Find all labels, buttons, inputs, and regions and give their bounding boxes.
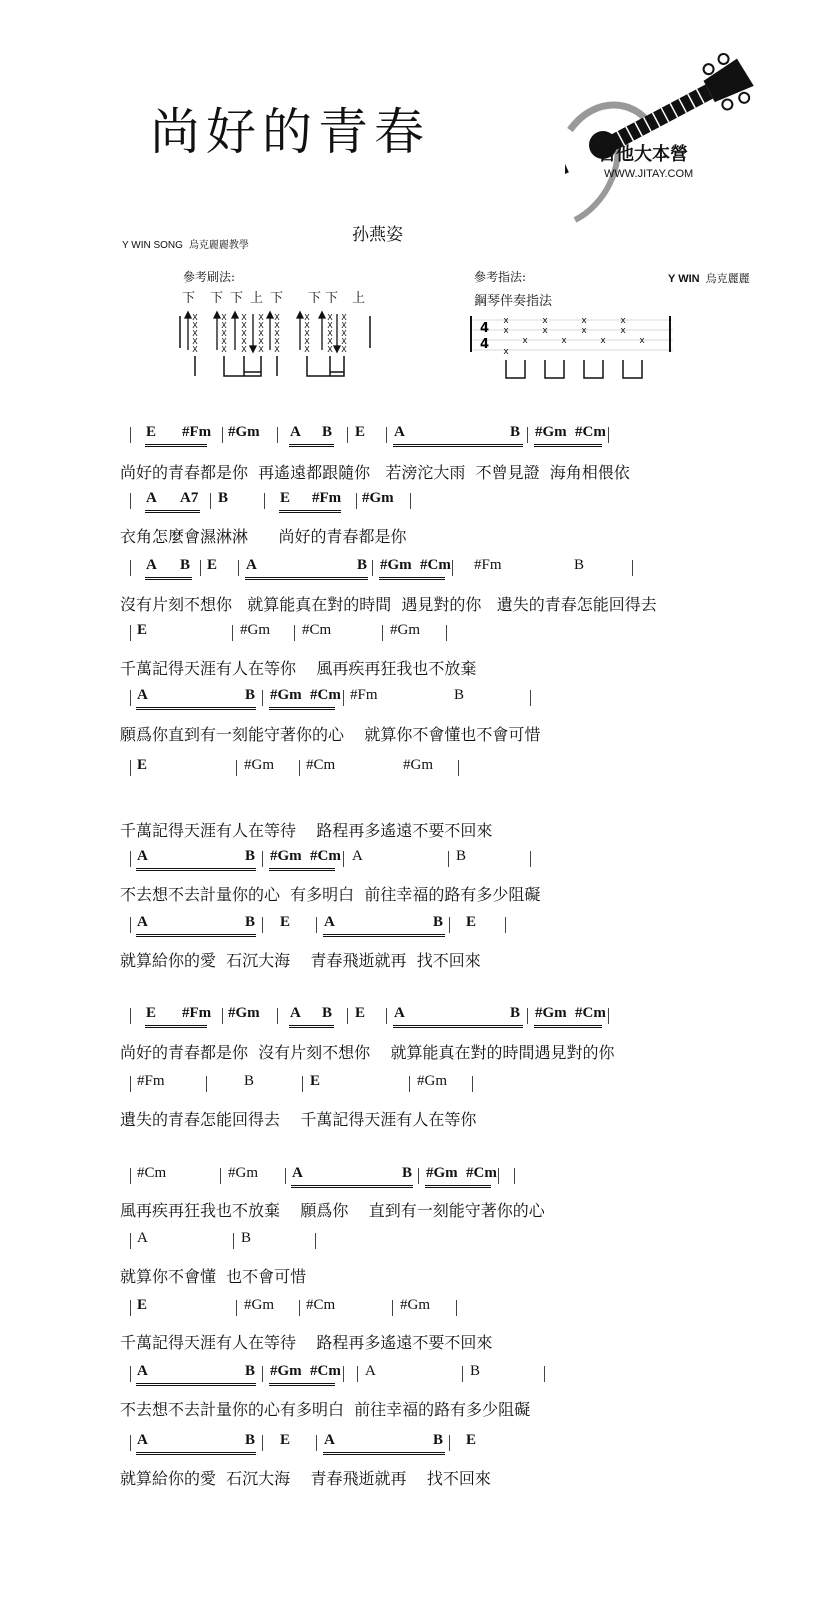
svg-text:X: X (274, 345, 280, 354)
brand-right-zh: 烏克麗麗 (705, 272, 750, 285)
chord: B (433, 914, 444, 930)
chord-underline (534, 1025, 602, 1028)
bar-line (418, 1168, 419, 1184)
chord-underline (269, 707, 335, 710)
chord: A (146, 490, 157, 506)
svg-text:x: x (503, 316, 509, 326)
bar-line (386, 1008, 387, 1024)
bar-line (206, 1076, 207, 1092)
bar-line (410, 493, 411, 509)
svg-text:X: X (327, 313, 333, 322)
bar-line (449, 917, 450, 933)
chord-underline (291, 1185, 413, 1188)
bar-line (347, 1008, 348, 1024)
bar-line (299, 1300, 300, 1316)
chord: A (137, 914, 148, 930)
bar-line (446, 625, 447, 641)
chord: #Cm (420, 557, 451, 573)
svg-text:X: X (221, 313, 227, 322)
bar-line (357, 1366, 358, 1382)
bar-line (316, 1435, 317, 1451)
bar-line (200, 560, 201, 576)
chord: A (365, 1363, 376, 1379)
chord-underline (136, 1383, 256, 1386)
bar-line (130, 1168, 131, 1184)
chord: #Gm (270, 687, 302, 703)
chord: A (137, 848, 148, 864)
chord: B (245, 687, 256, 703)
bar-line (343, 851, 344, 867)
bar-line (130, 1300, 131, 1316)
strum-dir: 下 (325, 291, 339, 306)
logo-text: 吉他大本營 (598, 144, 688, 165)
chord: E (355, 424, 366, 440)
lyric-line: 願爲你直到有一刻能守著你的心 就算你不會懂也不會可惜 (120, 725, 541, 744)
svg-text:X: X (241, 329, 247, 338)
svg-text:X: X (192, 313, 198, 322)
chord: #Gm (535, 424, 567, 440)
svg-text:x: x (503, 326, 509, 336)
chord: B (357, 557, 368, 573)
svg-text:X: X (258, 337, 264, 346)
brand-left-zh: 烏克麗麗教學 (188, 240, 249, 251)
chord-underline (136, 707, 256, 710)
chord: B (218, 490, 229, 506)
chord: #Cm (575, 1005, 606, 1021)
bar-line (498, 1168, 499, 1184)
bar-line (448, 851, 449, 867)
chord: A (137, 1363, 148, 1379)
svg-text:X: X (241, 321, 247, 330)
svg-text:X: X (258, 329, 264, 338)
bar-line (343, 690, 344, 706)
bar-line (527, 1008, 528, 1024)
artist-name: 孙燕姿 (352, 225, 403, 245)
strumming-label: 參考刷法: (183, 270, 236, 284)
chord: E (146, 1005, 157, 1021)
lyric-line: 風再疾再狂我也不放棄 願爲你 直到有一刻能守著你的心 (120, 1201, 545, 1220)
bar-line (262, 1366, 263, 1382)
strum-dir: 下 (270, 291, 284, 306)
svg-text:x: x (542, 326, 548, 336)
bar-line (264, 493, 265, 509)
svg-text:X: X (258, 313, 264, 322)
bar-line (130, 1233, 131, 1249)
chord-underline (393, 1025, 523, 1028)
chord: #Gm (240, 622, 270, 638)
chord-underline (269, 868, 335, 871)
chord: #Gm (244, 757, 274, 773)
chord: B (322, 1005, 333, 1021)
chord: B (510, 1005, 521, 1021)
bar-line (233, 1233, 234, 1249)
svg-text:X: X (274, 313, 280, 322)
chord-underline (245, 577, 368, 580)
logo-url: WWW.JITAY.COM (604, 168, 694, 180)
chord: E (355, 1005, 366, 1021)
chord-underline (425, 1185, 491, 1188)
chord: E (466, 1432, 477, 1448)
bar-line (277, 427, 278, 443)
chord: #Gm (362, 490, 394, 506)
bar-line (302, 1076, 303, 1092)
chord: #Fm (137, 1073, 165, 1089)
svg-text:X: X (304, 329, 310, 338)
svg-text:X: X (192, 337, 198, 346)
svg-text:X: X (327, 321, 333, 330)
chord: A (290, 424, 301, 440)
chord-underline (145, 510, 200, 513)
svg-text:X: X (327, 329, 333, 338)
lyric-line: 衣角怎麼會濕淋淋 尚好的青春都是你 (120, 527, 407, 546)
bar-line (347, 427, 348, 443)
chord: #Gm (426, 1165, 458, 1181)
chord: #Cm (137, 1165, 167, 1181)
svg-text:x: x (581, 326, 587, 336)
chord-underline (279, 510, 341, 513)
svg-text:X: X (192, 345, 198, 354)
bar-line (632, 560, 633, 576)
chord: #Cm (310, 848, 341, 864)
fingerpicking-diagram-icon (468, 310, 688, 385)
bar-line (316, 917, 317, 933)
chord: B (241, 1230, 252, 1246)
chord: B (510, 424, 521, 440)
svg-text:X: X (274, 321, 280, 330)
chord: B (245, 848, 256, 864)
bar-line (130, 760, 131, 776)
bar-line (130, 427, 131, 443)
bar-line (530, 690, 531, 706)
chord-underline (379, 577, 445, 580)
bar-line (472, 1076, 473, 1092)
svg-text:X: X (304, 321, 310, 330)
chord: A (324, 1432, 335, 1448)
chord: A (324, 914, 335, 930)
chord: #Cm (310, 687, 341, 703)
lyric-line: 千萬記得天涯有人在等待 路程再多遙遠不要不回來 (120, 1333, 493, 1352)
strum-dir: 下 (230, 291, 244, 306)
bar-line (222, 427, 223, 443)
fingerpicking-label: 參考指法: (474, 270, 527, 284)
svg-text:X: X (221, 321, 227, 330)
chord: B (433, 1432, 444, 1448)
lyric-line: 不去想不去計量你的心有多明白 前往幸福的路有多少阻礙 (120, 1400, 531, 1419)
chord: #Gm (390, 622, 420, 638)
lyric-line: 就算給你的愛 石沉大海 青春飛逝就再 找不回來 (120, 951, 481, 970)
bar-line (382, 625, 383, 641)
bar-line (608, 427, 609, 443)
chord: #Gm (228, 1165, 258, 1181)
svg-text:X: X (258, 321, 264, 330)
lyric-line: 千萬記得天涯有人在等待 路程再多遙遠不要不回來 (120, 821, 493, 840)
chord: #Cm (466, 1165, 497, 1181)
svg-text:4: 4 (480, 321, 490, 336)
bar-line (386, 427, 387, 443)
bar-line (294, 625, 295, 641)
bar-line (130, 917, 131, 933)
svg-text:X: X (221, 337, 227, 346)
svg-text:X: X (258, 345, 264, 354)
chord: #Gm (228, 424, 260, 440)
bar-line (130, 1076, 131, 1092)
chord: A (137, 1432, 148, 1448)
bar-line (130, 851, 131, 867)
fingerpicking-sublabel: 鋼琴伴奏指法 (474, 294, 553, 309)
svg-text:X: X (341, 329, 347, 338)
chord: #Gm (228, 1005, 260, 1021)
bar-line (262, 851, 263, 867)
bar-line (262, 690, 263, 706)
chord: B (245, 1363, 256, 1379)
svg-text:x: x (561, 336, 567, 346)
svg-text:x: x (503, 347, 509, 357)
svg-text:X: X (304, 337, 310, 346)
strumming-diagram-icon (175, 308, 375, 383)
chord-underline (323, 934, 445, 937)
svg-text:X: X (221, 345, 227, 354)
chord: E (310, 1073, 321, 1089)
bar-line (449, 1435, 450, 1451)
chord-underline (289, 444, 334, 447)
chord: B (244, 1073, 255, 1089)
chord-underline (289, 1025, 334, 1028)
chord: B (245, 1432, 256, 1448)
chord-underline (269, 1383, 335, 1386)
svg-text:X: X (341, 321, 347, 330)
chord: A (137, 687, 148, 703)
chord: #Cm (306, 1297, 336, 1313)
strum-dir: 上 (352, 291, 366, 306)
svg-text:x: x (542, 316, 548, 326)
bar-line (544, 1366, 545, 1382)
bar-line (222, 1008, 223, 1024)
bar-line (299, 760, 300, 776)
svg-text:X: X (341, 345, 347, 354)
chord: #Gm (417, 1073, 447, 1089)
chord: #Gm (244, 1297, 274, 1313)
bar-line (527, 427, 528, 443)
bar-line (130, 560, 131, 576)
svg-text:X: X (221, 329, 227, 338)
chord: #Fm (182, 1005, 212, 1021)
chord: B (245, 914, 256, 930)
chord: #Fm (350, 687, 378, 703)
chord: A (394, 1005, 405, 1021)
bar-line (456, 1300, 457, 1316)
svg-text:X: X (192, 321, 198, 330)
bar-line (130, 1435, 131, 1451)
bar-line (130, 1366, 131, 1382)
chord: #Cm (302, 622, 332, 638)
chord-underline (145, 577, 192, 580)
chord: #Cm (306, 757, 336, 773)
bar-line (236, 1300, 237, 1316)
bar-line (452, 560, 453, 576)
bar-line (220, 1168, 221, 1184)
bar-line (236, 760, 237, 776)
svg-text:X: X (241, 337, 247, 346)
bar-line (343, 1366, 344, 1382)
svg-text:x: x (581, 316, 587, 326)
bar-line (285, 1168, 286, 1184)
chord: #Gm (400, 1297, 430, 1313)
lyric-line: 千萬記得天涯有人在等你 風再疾再狂我也不放棄 (120, 659, 477, 678)
svg-text:x: x (639, 336, 645, 346)
chord: #Fm (182, 424, 212, 440)
lyric-line: 沒有片刻不想你 就算能真在對的時間 遇見對的你 遺失的青春怎能回得去 (120, 595, 657, 614)
chord-underline (393, 444, 523, 447)
chord: #Gm (270, 1363, 302, 1379)
chord-underline (323, 1452, 445, 1455)
chord: #Cm (310, 1363, 341, 1379)
chord: E (137, 757, 148, 773)
chord: B (180, 557, 191, 573)
chord: E (280, 1432, 291, 1448)
svg-text:X: X (304, 313, 310, 322)
bar-line (505, 917, 506, 933)
bar-line (130, 625, 131, 641)
bar-line (514, 1168, 515, 1184)
bar-line (356, 493, 357, 509)
chord: E (207, 557, 218, 573)
svg-text:X: X (274, 329, 280, 338)
chord: A (146, 557, 157, 573)
svg-text:X: X (241, 345, 247, 354)
chord: #Fm (312, 490, 342, 506)
strum-dir: 下 (182, 291, 196, 306)
chord: A7 (180, 490, 199, 506)
chord: B (322, 424, 333, 440)
chord: B (456, 848, 467, 864)
lyric-line: 遺失的青春怎能回得去 千萬記得天涯有人在等你 (120, 1110, 477, 1129)
chord: A (352, 848, 363, 864)
brand-right-en: Y WIN (668, 273, 700, 285)
bar-line (277, 1008, 278, 1024)
lyric-line: 就算你不會懂 也不會可惜 (120, 1267, 307, 1286)
svg-text:X: X (341, 337, 347, 346)
chord-underline (534, 444, 602, 447)
chord: E (466, 914, 477, 930)
chord: E (146, 424, 157, 440)
brand-left-en: Y WIN SONG (122, 240, 183, 251)
chord: E (137, 622, 148, 638)
svg-text:X: X (241, 313, 247, 322)
strum-dir: 下 (210, 291, 224, 306)
svg-text:X: X (274, 337, 280, 346)
bar-line (262, 917, 263, 933)
lyric-line: 不去想不去計量你的心 有多明白 前往幸福的路有多少阻礙 (120, 885, 541, 904)
lyric-line: 尚好的青春都是你 再遙遠都跟隨你 若滂沱大雨 不曾見證 海角相偎依 (120, 463, 630, 482)
bar-line (462, 1366, 463, 1382)
bar-line (130, 690, 131, 706)
chord: B (454, 687, 465, 703)
bar-line (372, 560, 373, 576)
chord: #Gm (270, 848, 302, 864)
chord: #Gm (403, 757, 433, 773)
bar-line (530, 851, 531, 867)
svg-text:X: X (327, 337, 333, 346)
chord-underline (136, 1452, 256, 1455)
guitar-logo-icon (565, 15, 765, 230)
svg-text:X: X (304, 345, 310, 354)
svg-text:X: X (341, 313, 347, 322)
chord-underline (145, 1025, 207, 1028)
chord: B (402, 1165, 413, 1181)
chord: A (394, 424, 405, 440)
chord: #Gm (535, 1005, 567, 1021)
brand-right (668, 270, 750, 286)
svg-text:4: 4 (480, 337, 490, 352)
song-title: 尚好的青春 (150, 103, 430, 161)
chord: A (292, 1165, 303, 1181)
chord: A (246, 557, 257, 573)
bar-line (262, 1435, 263, 1451)
brand-left (122, 236, 249, 251)
chord: B (574, 557, 585, 573)
chord: E (280, 490, 291, 506)
bar-line (458, 760, 459, 776)
strum-dir: 下 (308, 291, 322, 306)
chord: #Cm (575, 424, 606, 440)
svg-text:X: X (192, 329, 198, 338)
chord-underline (136, 868, 256, 871)
bar-line (392, 1300, 393, 1316)
chord: A (290, 1005, 301, 1021)
svg-text:x: x (600, 336, 606, 346)
svg-text:X: X (327, 345, 333, 354)
bar-line (130, 493, 131, 509)
bar-line (210, 493, 211, 509)
bar-line (608, 1008, 609, 1024)
bar-line (315, 1233, 316, 1249)
bar-line (409, 1076, 410, 1092)
svg-text:x: x (522, 336, 528, 346)
chord-underline (136, 934, 256, 937)
bar-line (238, 560, 239, 576)
lyric-line: 就算給你的愛 石沉大海 青春飛逝就再 找不回來 (120, 1469, 491, 1488)
bar-line (130, 1008, 131, 1024)
svg-text:x: x (620, 316, 626, 326)
chord: B (470, 1363, 481, 1379)
strum-dir: 上 (250, 291, 264, 306)
chord: E (280, 914, 291, 930)
chord: E (137, 1297, 148, 1313)
bar-line (232, 625, 233, 641)
chord-underline (145, 444, 207, 447)
chord: #Fm (474, 557, 502, 573)
chord: A (137, 1230, 148, 1246)
lyric-line: 尚好的青春都是你 沒有片刻不想你 就算能真在對的時間遇見對的你 (120, 1043, 615, 1062)
chord: #Gm (380, 557, 412, 573)
svg-text:x: x (620, 326, 626, 336)
